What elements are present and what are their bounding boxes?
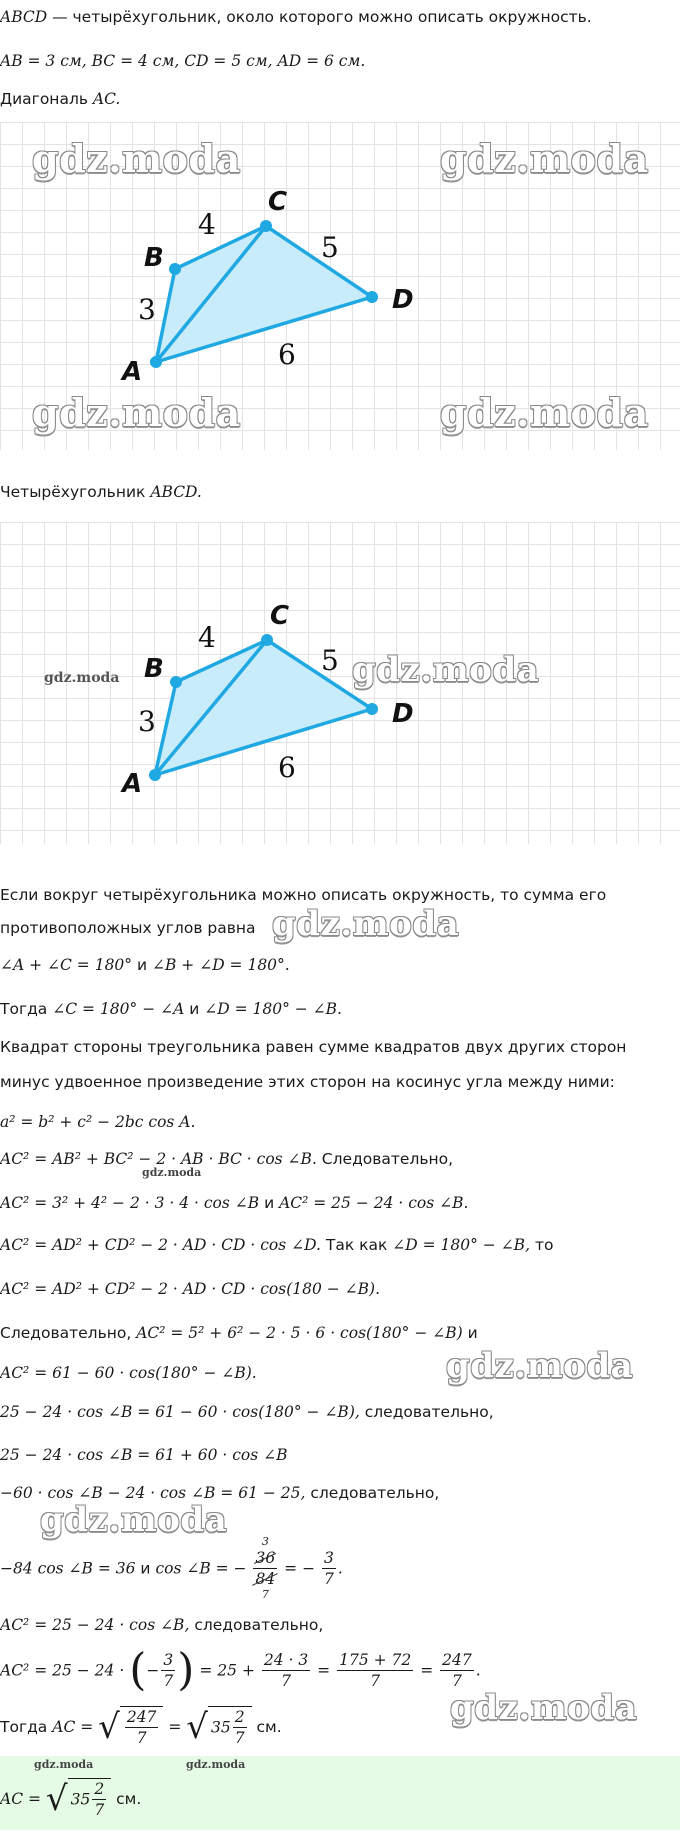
then2: Тогда <box>0 1718 53 1736</box>
eq12a: −84 cos ∠B = 36 <box>0 1559 136 1578</box>
figure-2-caption <box>0 481 202 503</box>
vertex-b-dot <box>169 263 181 275</box>
eq4b: AC² = 25 − 24 · cos ∠B. <box>279 1194 469 1212</box>
watermark: gdz.moda <box>32 390 241 435</box>
watermark: gdz.moda <box>272 904 460 944</box>
eq7: AC² = 5² + 6² − 2 · 5 · 6 · cos(180° − ∠B) <box>136 1324 463 1342</box>
intro-line-2 <box>0 50 365 72</box>
quad-fill <box>156 226 372 362</box>
eq15a: AC = <box>52 1718 94 1736</box>
consequently3: следовательно, <box>359 1403 494 1421</box>
eq5: AC² = AD² + CD² − 2 · AD · CD · cos ∠D. <box>0 1236 321 1254</box>
consequently3: следовательно, <box>305 1484 440 1502</box>
consequently4: следовательно, <box>189 1616 324 1634</box>
label-ab: 3 <box>138 705 156 738</box>
diag-label: Диагональ <box>0 90 93 108</box>
eq12b: cos ∠B = − <box>155 1559 247 1578</box>
eq2a: ∠C = 180° − ∠A <box>52 1000 185 1018</box>
watermark: gdz.moda <box>450 1688 638 1728</box>
watermark: gdz.moda <box>142 1166 202 1179</box>
consequently: Следовательно, <box>316 1150 454 1168</box>
eq12c: = − <box>284 1559 316 1578</box>
frac-den: 84 <box>255 1570 276 1588</box>
sqrt: √ 35 $\frac{2}{7}$ <box>186 1706 251 1748</box>
vertex-a: A <box>122 769 143 799</box>
label-cd: 5 <box>321 644 339 677</box>
vertex-d-dot <box>366 703 378 715</box>
eq9: 25 − 24 · cos ∠B = 61 − 60 · cos(180° − ∠B), <box>0 1403 360 1421</box>
frac-den: 7 <box>324 1570 334 1588</box>
vertex-b: B <box>144 654 164 684</box>
quad-fill <box>155 640 372 775</box>
eq4a: AC² = 3² + 4² − 2 · 3 · 4 · cos ∠B <box>0 1194 260 1212</box>
fraction-reduced <box>253 1536 277 1601</box>
eq10: 25 − 24 · cos ∠B = 61 + 60 · cos ∠B <box>0 1446 288 1464</box>
eq14-sign: − <box>146 1661 160 1680</box>
intro-line-3 <box>0 88 120 110</box>
label-cd: 5 <box>321 231 339 264</box>
sol-eq9 <box>0 1401 494 1423</box>
sol-p4: минус удвоенное произведение этих сторон на косинус угла между ними: <box>0 1073 615 1091</box>
eq11: −60 · cos ∠B − 24 · cos ∠B = 61 − 25, <box>0 1484 306 1502</box>
label-ad: 6 <box>278 338 296 371</box>
side-bc: BC = 4 см, <box>91 52 180 70</box>
fraction: $\frac{175 + 72}{7}$ <box>339 1651 412 1690</box>
eq5b: ∠D = 180° − ∠B, <box>392 1236 531 1254</box>
and: и <box>140 1559 156 1578</box>
sol-cos-law <box>0 1111 195 1133</box>
fraction <box>322 1548 336 1589</box>
since: Так как <box>320 1236 393 1254</box>
caption-text: Четырёхугольник <box>0 483 151 501</box>
label-ab: 3 <box>138 293 156 326</box>
sol-eq12: −84 cos ∠B = 36 и cos ∠B = − 3 36 84 7 = − $\frac{3}{7}$ . <box>0 1535 343 1601</box>
watermark: gdz.moda <box>186 1758 246 1771</box>
sol-eq4 <box>0 1192 468 1214</box>
answer: AC = √ 35 $\frac{2}{7}$ см. <box>0 1779 142 1819</box>
vertex-c: C <box>270 601 290 631</box>
diag-name: AC. <box>92 90 121 108</box>
eq13: AC² = 25 − 24 · cos ∠B, <box>0 1616 190 1634</box>
label-bc: 4 <box>198 621 216 654</box>
eq2b: ∠D = 180° − ∠B. <box>204 1000 342 1018</box>
then: Тогда <box>0 1000 53 1018</box>
side-ab: AB = 3 см, <box>0 52 87 70</box>
sol-p2-text: противоположных углов равна <box>0 919 256 937</box>
figure-1 <box>0 122 680 450</box>
watermark: gdz.moda <box>352 650 540 690</box>
vertex-d: D <box>392 699 414 729</box>
sol-eq5 <box>0 1234 553 1256</box>
sol-eq3 <box>0 1148 453 1170</box>
and: и <box>259 1194 280 1212</box>
caption-math: ABCD. <box>150 483 202 501</box>
cos-law: a² = b² + c² − 2bc cos A. <box>0 1113 196 1131</box>
sol-p2 <box>0 917 256 939</box>
eq3: AC² = AB² + BC² − 2 · AB · BC · cos ∠B. <box>0 1150 317 1168</box>
vertex-b: B <box>144 243 164 273</box>
vertex-d-dot <box>366 291 378 303</box>
sqrt: √ $\frac{247}{7}$ <box>98 1706 163 1748</box>
vertex-d: D <box>392 285 414 315</box>
vertex-c: C <box>268 187 288 217</box>
consequently2: Следовательно, <box>0 1324 137 1342</box>
eq6: AC² = AD² + CD² − 2 · AD · CD · cos(180 − ∠B). <box>0 1280 381 1298</box>
watermark: gdz.moda <box>446 1346 634 1386</box>
sol-eq13 <box>0 1614 323 1636</box>
and: и <box>184 1000 205 1018</box>
intro-text: — четырёхугольник, около которого можно описать окружность. <box>47 8 592 26</box>
sol-eq7 <box>0 1322 478 1344</box>
watermark: gdz.moda <box>440 390 649 435</box>
sol-eq6 <box>0 1278 380 1300</box>
figure-2 <box>0 522 680 844</box>
vertex-a: A <box>122 357 143 387</box>
vertex-c-dot <box>261 634 273 646</box>
frac-num: 36 <box>255 1549 276 1567</box>
sqrt: √ 35 $\frac{2}{7}$ <box>46 1778 111 1820</box>
eq1b: ∠B + ∠D = 180°. <box>151 956 290 974</box>
watermark: gdz.moda <box>32 136 241 181</box>
answer-lhs: AC = <box>0 1790 41 1808</box>
eq14a: AC² = 25 − 24 · <box>0 1661 125 1680</box>
quad-name: ABCD <box>0 8 48 26</box>
vertex-a-dot <box>150 356 162 368</box>
vertex-b-dot <box>170 676 182 688</box>
sol-eq2 <box>0 998 342 1020</box>
frac-den-small: 7 <box>261 1588 269 1601</box>
label-ad: 6 <box>278 751 296 784</box>
and: и <box>132 956 152 974</box>
frac-num-small: 3 <box>261 1535 269 1548</box>
to: то <box>530 1236 554 1254</box>
and2: и <box>462 1324 478 1342</box>
label-bc: 4 <box>198 208 216 241</box>
fraction: $\frac{3}{7}$ <box>163 1651 174 1690</box>
watermark: gdz.moda <box>440 136 649 181</box>
sol-eq1 <box>0 954 290 976</box>
watermark: gdz.moda <box>44 670 120 686</box>
fraction: $\frac{247}{7}$ <box>442 1651 472 1690</box>
vertex-a-dot <box>149 769 161 781</box>
side-cd: CD = 5 см, <box>184 52 273 70</box>
sol-p1: Если вокруг четырёхугольника можно описать окружность, то сумма его <box>0 886 607 904</box>
fraction: $\frac{24 \cdot 3}{7}$ <box>263 1651 309 1690</box>
vertex-c-dot <box>260 220 272 232</box>
sol-eq10 <box>0 1444 288 1466</box>
sol-eq8 <box>0 1362 257 1384</box>
eq14b: = 25 + <box>199 1661 255 1680</box>
sol-p3: Квадрат стороны треугольника равен сумме квадратов двух других сторон <box>0 1038 627 1056</box>
side-ad: AD = 6 см. <box>277 52 366 70</box>
watermark: gdz.moda <box>40 1500 228 1540</box>
answer-box <box>0 1756 680 1830</box>
intro-line-1 <box>0 6 592 28</box>
eq8: AC² = 61 − 60 · cos(180° − ∠B). <box>0 1364 257 1382</box>
watermark: gdz.moda <box>34 1758 94 1771</box>
eq1a: ∠A + ∠C = 180° <box>0 956 133 974</box>
sol-eq14: AC² = 25 − 24 · (− $\frac{3}{7}$ ) = 25 + $\frac{24 \cdot 3}{7}$ = $\frac{175 + 72}{7}$ = $\frac{247}{7}$ . <box>0 1644 481 1696</box>
sol-eq15: Тогда AC = √ $\frac{247}{7}$ = √ 35 $\frac{2}{7}$ см. <box>0 1707 282 1747</box>
frac-num: 3 <box>324 1549 334 1567</box>
